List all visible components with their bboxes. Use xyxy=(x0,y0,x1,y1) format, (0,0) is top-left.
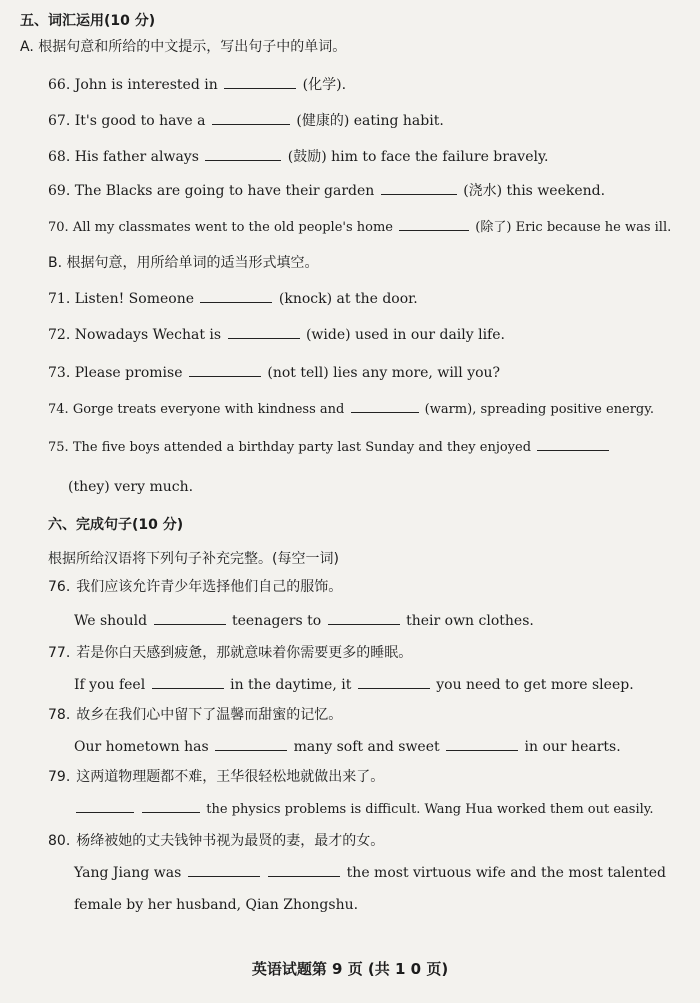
question-number: 70. xyxy=(48,220,69,235)
question-text: Gorge treats everyone with kindness and xyxy=(72,402,345,417)
question-80-continued: female by her husband, Qian Zhongshu. xyxy=(74,897,359,913)
answer-blank[interactable] xyxy=(399,218,469,231)
sentence-part: Yang Jiang was xyxy=(74,865,182,881)
question-hint: (化学). xyxy=(302,77,347,93)
question-hint: (除了) Eric because he was ill. xyxy=(475,220,672,235)
sentence-part: If you feel xyxy=(74,677,146,693)
answer-blank[interactable] xyxy=(228,326,300,339)
answer-blank[interactable] xyxy=(76,800,134,813)
question-79-english xyxy=(74,800,654,819)
question-text: All my classmates went to the old people's home xyxy=(72,220,394,235)
question-75 xyxy=(48,438,611,457)
question-number: 68. xyxy=(48,149,71,165)
question-74 xyxy=(48,400,654,419)
question-text: The five boys attended a birthday party last Sunday and they enjoyed xyxy=(72,440,532,455)
question-78-english xyxy=(74,738,621,756)
question-text: John is interested in xyxy=(74,77,218,93)
question-text: Nowadays Wechat is xyxy=(74,327,222,343)
part-b-instruction: B. 根据句意，用所给单词的适当形式填空。 xyxy=(48,255,319,271)
question-71 xyxy=(48,290,418,308)
answer-blank[interactable] xyxy=(351,400,419,413)
question-number: 76. xyxy=(48,579,71,595)
answer-blank[interactable] xyxy=(212,112,290,125)
question-number: 69. xyxy=(48,183,71,199)
question-hint: (not tell) lies any more, will you? xyxy=(267,365,501,381)
question-number: 79. xyxy=(48,769,71,785)
question-70 xyxy=(48,218,671,237)
question-number: 67. xyxy=(48,113,71,129)
question-text: Listen! Someone xyxy=(74,291,194,307)
answer-blank[interactable] xyxy=(215,738,287,751)
question-hint: (健康的) eating habit. xyxy=(296,113,444,129)
section6-instruction: 根据所给汉语将下列句子补充完整。(每空一词) xyxy=(48,551,339,567)
question-77-chinese xyxy=(48,644,412,662)
question-text: The Blacks are going to have their garden xyxy=(74,183,375,199)
answer-blank[interactable] xyxy=(328,612,400,625)
question-hint: (鼓励) him to face the failure bravely. xyxy=(287,149,549,165)
answer-blank[interactable] xyxy=(189,364,261,377)
question-80-english xyxy=(74,864,666,882)
answer-blank[interactable] xyxy=(188,864,260,877)
sentence-part: Our hometown has xyxy=(74,739,209,755)
answer-blank[interactable] xyxy=(152,676,224,689)
sentence-part: you need to get more sleep. xyxy=(436,677,634,693)
sentence-part: the most virtuous wife and the most talented xyxy=(346,865,666,881)
question-72 xyxy=(48,326,505,344)
question-number: 74. xyxy=(48,402,69,417)
question-78-chinese xyxy=(48,706,342,724)
chinese-prompt: 杨绛被她的丈夫钱钟书视为最贤的妻，最才的女。 xyxy=(76,833,385,849)
section6-title: 六、完成句子(10 分) xyxy=(48,517,184,533)
question-76-chinese xyxy=(48,578,342,596)
sentence-part: in our hearts. xyxy=(524,739,621,755)
question-73 xyxy=(48,364,500,382)
question-77-english xyxy=(74,676,634,694)
part-a-instruction: A. 根据句意和所给的中文提示，写出句子中的单词。 xyxy=(20,39,347,55)
chinese-prompt: 故乡在我们心中留下了温馨而甜蜜的记忆。 xyxy=(76,707,343,723)
chinese-prompt: 若是你白天感到疲惫，那就意味着你需要更多的睡眠。 xyxy=(76,645,413,661)
answer-blank[interactable] xyxy=(381,182,457,195)
answer-blank[interactable] xyxy=(446,738,518,751)
question-number: 71. xyxy=(48,291,71,307)
question-number: 72. xyxy=(48,327,71,343)
question-hint: (knock) at the door. xyxy=(278,291,418,307)
section5-title: 五、词汇运用(10 分) xyxy=(20,13,156,29)
answer-blank[interactable] xyxy=(200,290,272,303)
question-75-continued: (they) very much. xyxy=(68,479,194,495)
answer-blank[interactable] xyxy=(142,800,200,813)
answer-blank[interactable] xyxy=(358,676,430,689)
question-number: 75. xyxy=(48,440,69,455)
sentence-part: in the daytime, it xyxy=(230,677,352,693)
question-76-english xyxy=(74,612,534,630)
sentence-part: many soft and sweet xyxy=(293,739,440,755)
chinese-prompt: 我们应该允许青少年选择他们自己的服饰。 xyxy=(76,579,343,595)
sentence-part: the physics problems is difficult. Wang Hua worked them out easily. xyxy=(206,802,654,817)
sentence-part: We should xyxy=(74,613,148,629)
question-80-chinese xyxy=(48,832,384,850)
answer-blank[interactable] xyxy=(537,438,609,451)
question-66 xyxy=(48,76,346,94)
question-text: Please promise xyxy=(74,365,183,381)
question-67 xyxy=(48,112,444,130)
question-hint: (wide) used in our daily life. xyxy=(305,327,505,343)
answer-blank[interactable] xyxy=(268,864,340,877)
answer-blank[interactable] xyxy=(205,148,281,161)
question-69 xyxy=(48,182,605,200)
question-text: It's good to have a xyxy=(74,113,206,129)
question-number: 80. xyxy=(48,833,71,849)
question-number: 73. xyxy=(48,365,71,381)
page-footer: 英语试题第 9 页 (共 1 0 页) xyxy=(251,960,449,978)
question-number: 66. xyxy=(48,77,71,93)
question-number: 77. xyxy=(48,645,71,661)
question-68 xyxy=(48,148,548,166)
sentence-part: their own clothes. xyxy=(406,613,534,629)
answer-blank[interactable] xyxy=(154,612,226,625)
question-hint: (warm), spreading positive energy. xyxy=(424,402,655,417)
chinese-prompt: 这两道物理题都不难，王华很轻松地就做出来了。 xyxy=(76,769,385,785)
question-text: His father always xyxy=(74,149,199,165)
question-79-chinese xyxy=(48,768,384,786)
question-hint: (浇水) this weekend. xyxy=(463,183,606,199)
sentence-part: teenagers to xyxy=(231,613,322,629)
answer-blank[interactable] xyxy=(224,76,296,89)
question-number: 78. xyxy=(48,707,71,723)
